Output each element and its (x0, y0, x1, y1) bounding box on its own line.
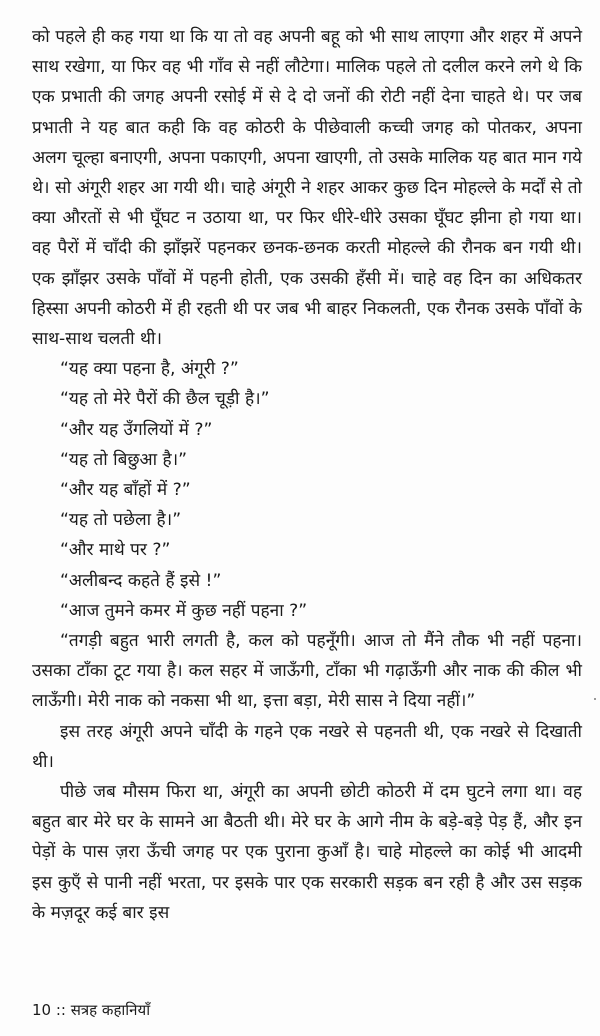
dialogue-line: “और माथे पर ?” (60, 540, 171, 561)
dialogue-line: “अलीबन्द कहते हैं इसे !” (60, 570, 222, 591)
dialogue-line: “यह तो मेरे पैरों की छैल चूड़ी है।” (60, 389, 270, 410)
dialogue-line: “यह तो बिछुआ है।” (60, 449, 188, 470)
scan-speck (594, 698, 596, 700)
page-number: 10 (32, 1001, 52, 1019)
dialogue-line: “यह क्या पहना है, अंगूरी ?” (60, 359, 239, 380)
paragraph-continued: को पहले ही कह गया था कि या तो वह अपनी बहू को भी साथ लाएगा और शहर में अपने साथ रखेगा, या फिर वह भी गाँव से नहीं लौटेगा। मालिक पहले तो दलील करने लगे थे कि एक प्रभाती की जगह अपनी रसोई में से दे दो जनों की रोटी नहीं देना चाहते थे। पर जब प्रभाती ने यह बात कही कि वह कोठरी के पीछेवाली कच्ची जगह को पोतकर, अपना अलग चूल्हा बनाएगी, अपना पकाएगी, अपना खाएगी, तो उसके मालिक यह बात मान गये थे। सो अंगूरी शहर आ गयी थी। चाहे अंगूरी ने शहर आकर कुछ दिन मोहल्ले के मर्दों से तो क्या औरतों से भी घूँघट न उठाया था, पर फिर धीरे-धीरे उसका घूँघट झीना हो गया था। वह पैरों में चाँदी की झाँझरें पहनकर छनक-छनक करती मोहल्ले की रौनक बन गयी थी। एक झाँझर उसके पाँवों में पहनी होती, एक उसकी हँसी में। चाहे वह दिन का अधिकतर हिस्सा अपनी कोठरी में ही रहती थी पर जब भी बाहर निकलती, एक रौनक उसके पाँवों के साथ-साथ चलती थी। (32, 27, 582, 350)
dialogue-line: “और यह बाँहों में ?” (60, 480, 191, 501)
page-footer (32, 1000, 150, 1020)
dialogue-line: “आज तुमने कमर में कुछ नहीं पहना ?” (60, 600, 308, 621)
paragraph-reply: “तगड़ी बहुत भारी लगती है, कल को पहनूँगी। आज तो मैंने तौक भी नहीं पहना। उसका टाँका टूट गया है। कल सहर में जाऊँगी, टाँका भी गढ़ाऊँगी और नाक की कील भी लाऊँगी। मेरी नाक को नकसा भी था, इत्ता बड़ा, मेरी सास ने दिया नहीं।” (32, 631, 582, 712)
footer-separator: :: (55, 1001, 66, 1019)
dialogue-line: “और यह उँगलियों में ?” (60, 419, 213, 440)
dialogue-line: “यह तो पछेला है।” (60, 510, 182, 531)
book-title: सत्रह कहानियाँ (70, 1001, 151, 1019)
paragraph: पीछे जब मौसम फिरा था, अंगूरी का अपनी छोटी कोठरी में दम घुटने लगा था। वह बहुत बार मेरे घर के सामने आ बैठती थी। मेरे घर के आगे नीम के बड़े-बड़े पेड़ हैं, और इन पेड़ों के पास ज़रा ऊँची जगह पर एक पुराना कुआँ है। चाहे मोहल्ले का कोई भी आदमी इस कुएँ से पानी नहीं भरता, पर इसके पार एक सरकारी सड़क बन रही है और उस सड़क के मज़दूर कई बार इस (32, 782, 582, 923)
paragraph: इस तरह अंगूरी अपने चाँदी के गहने एक नखरे से पहनती थी, एक नखरे से दिखाती थी। (32, 721, 582, 772)
page-body (32, 22, 582, 928)
